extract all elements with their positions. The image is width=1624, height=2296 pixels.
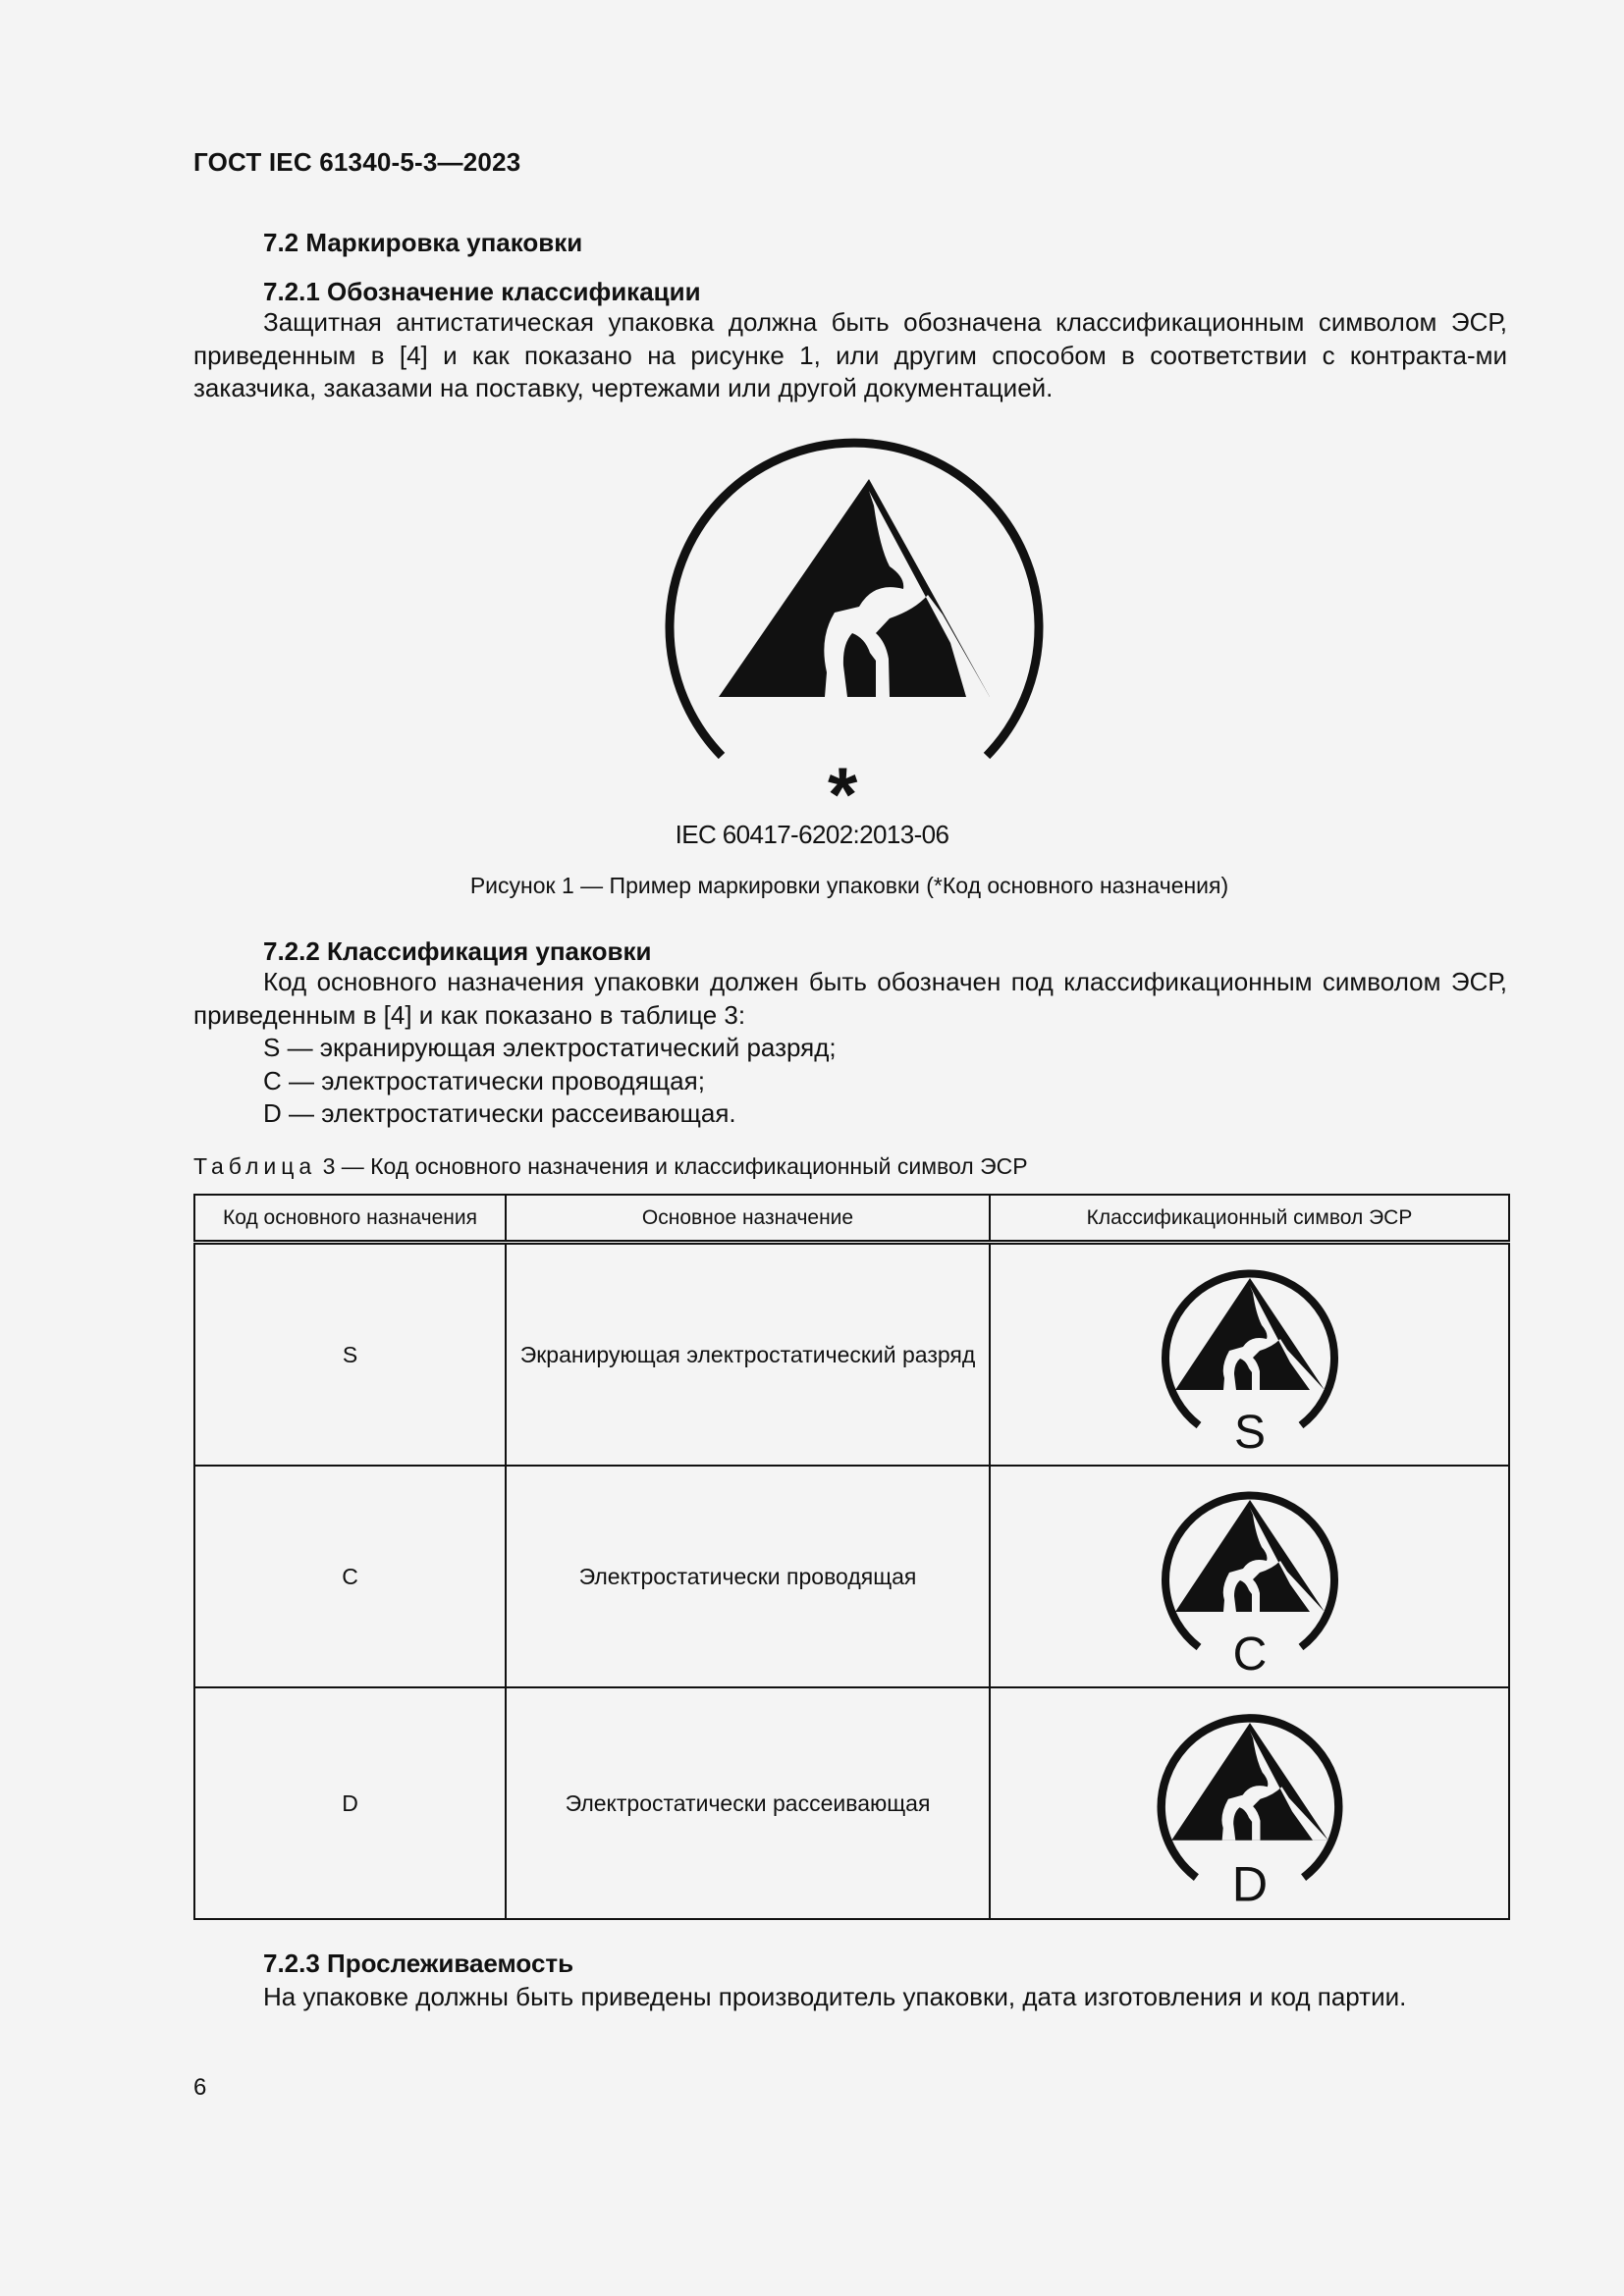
purpose-code-asterisk: *: [828, 751, 858, 837]
table-row: [194, 1243, 1509, 1467]
section-7-2-3-text: На упаковке должны быть приведены производитель упаковки, дата изготовления и код партии.: [263, 1982, 1407, 2011]
standard-header: ГОСТ IEC 61340-5-3—2023: [193, 147, 521, 177]
row-symbol: [990, 1687, 1509, 1919]
list-item-d: D — электростатически рассеивающая.: [263, 1098, 736, 1128]
section-7-2-2-title: 7.2.2 Классификация упаковки: [263, 936, 652, 966]
table-row: [194, 1687, 1509, 1919]
page-number: 6: [193, 2074, 207, 2101]
esd-symbol-c-icon: [1152, 1478, 1348, 1675]
table-3-caption: [193, 1153, 1028, 1180]
header-purpose: Основное назначение: [506, 1195, 990, 1243]
esd-symbol-s-icon: [1152, 1256, 1348, 1453]
section-7-2-3-title: 7.2.3 Прослеживаемость: [263, 1949, 574, 1978]
table-3-label: Таблица: [193, 1153, 317, 1179]
figure-1-reference: IEC 60417-6202:2013-06: [675, 820, 949, 849]
symbol-letter: D: [1231, 1855, 1268, 1906]
list-item-s: S — экранирующая электростатический разряд;: [263, 1033, 837, 1062]
section-7-2-title: 7.2 Маркировка упаковки: [263, 228, 583, 257]
table-header-row: [194, 1195, 1509, 1243]
row-purpose: Электростатически проводящая: [506, 1466, 990, 1687]
row-purpose: Электростатически рассеивающая: [506, 1687, 990, 1919]
figure-1-caption: Рисунок 1 — Пример маркировки упаковки (*Код основного назначения): [469, 873, 1229, 898]
row-symbol: [990, 1243, 1509, 1467]
esd-symbol-d-icon: [1147, 1700, 1353, 1906]
symbol-letter: C: [1232, 1629, 1267, 1675]
section-7-2-2-text: Код основного назначения упаковки должен быть обозначен под классификационным символом ЭСР, приведенным в [4] и как показано в таблице 3:: [193, 967, 1507, 1030]
row-code: D: [194, 1687, 506, 1919]
row-purpose: Экранирующая электростатический разряд: [506, 1243, 990, 1467]
header-code: Код основного назначения: [194, 1195, 506, 1243]
row-code: C: [194, 1466, 506, 1687]
list-item-c: C — электростатически проводящая;: [263, 1066, 705, 1095]
row-symbol: [990, 1466, 1509, 1687]
section-7-2-1-text: Защитная антистатическая упаковка должна быть обозначена классификационным символом ЭСР, приведенным в [4] и как показано на рисунке 1, или другим способом в соответствии с контракта-ми заказчика, заказами на поставку, чертежами или другой документацией.: [193, 307, 1507, 402]
table-row: [194, 1466, 1509, 1687]
row-code: S: [194, 1243, 506, 1467]
table-3-title: 3 — Код основного назначения и классификационный символ ЭСР: [316, 1153, 1028, 1179]
symbol-letter: S: [1233, 1407, 1266, 1453]
header-symbol: Классификационный символ ЭСР: [990, 1195, 1509, 1243]
table-3: [193, 1194, 1510, 1920]
esd-triangle-hand-icon: [719, 479, 990, 697]
section-7-2-1-title: 7.2.1 Обозначение классификации: [263, 277, 701, 306]
